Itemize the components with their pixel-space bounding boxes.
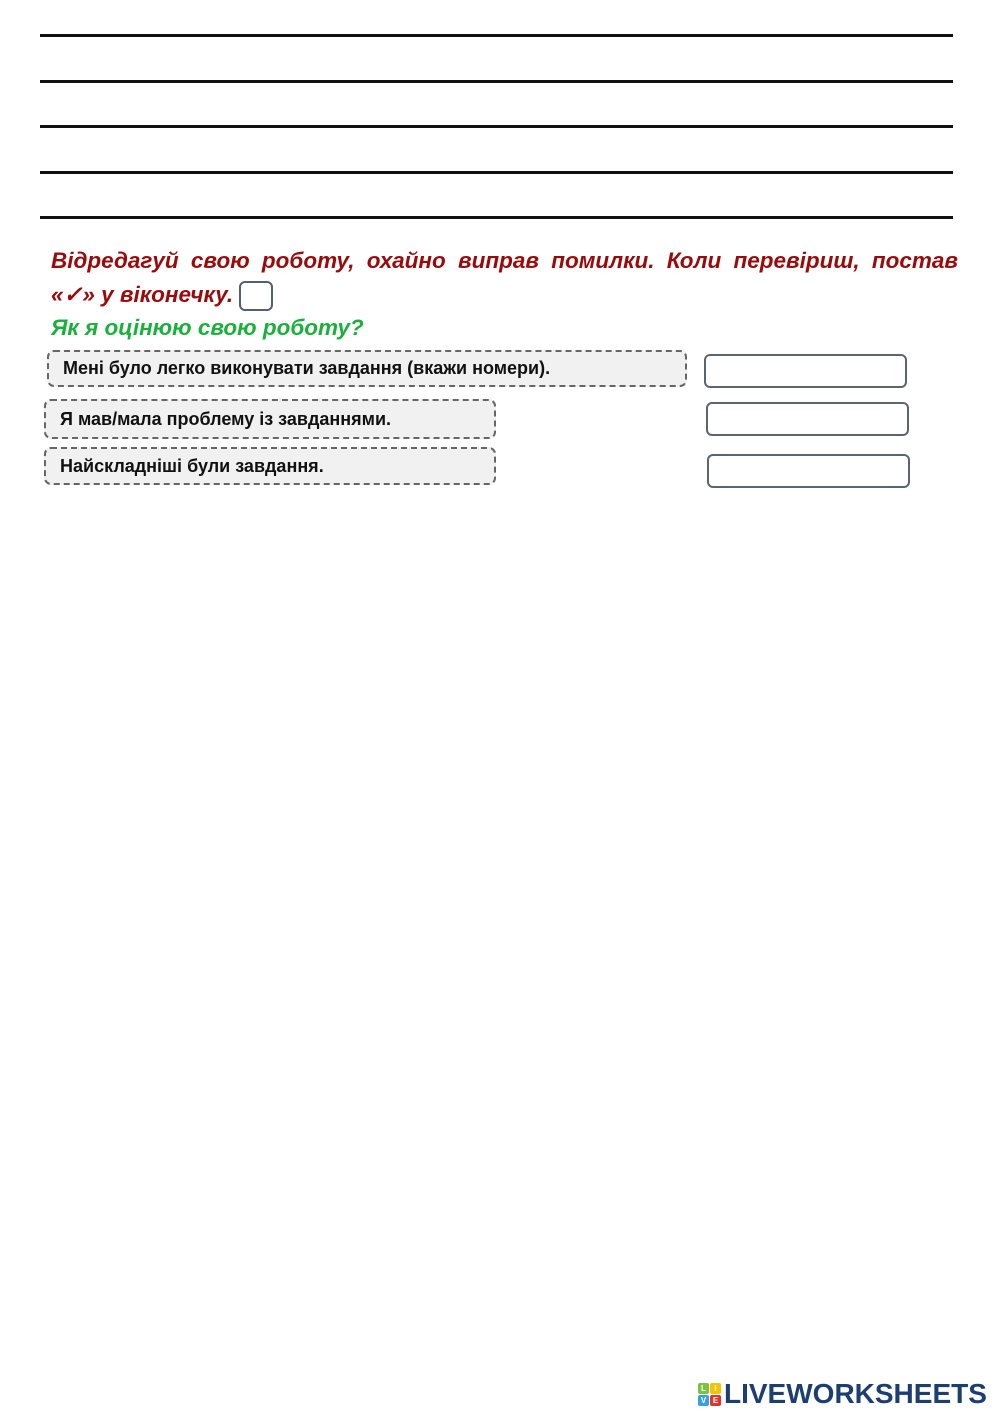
instruction-text: Відредагуй свою роботу, охайно виправ помилки. Коли перевіриш, постав «✓» у віконечку. — [51, 248, 958, 307]
writing-line-1 — [40, 34, 953, 37]
liveworksheets-logo — [698, 1378, 987, 1410]
logo-tile: E — [710, 1395, 721, 1406]
answer-hardest-input[interactable] — [707, 454, 910, 488]
self-assessment-question: Як я оцінюю свою роботу? — [51, 315, 364, 340]
statement-label: Найскладніші були завдання. — [60, 455, 324, 476]
statement-easy — [47, 350, 687, 387]
statement-problem — [44, 399, 496, 439]
writing-line-5 — [40, 216, 953, 219]
answer-problem-input[interactable] — [706, 402, 909, 436]
writing-line-4 — [40, 171, 953, 174]
answer-easy-input[interactable] — [704, 354, 907, 388]
writing-line-2 — [40, 80, 953, 83]
instruction — [51, 244, 958, 312]
logo-tile: I — [710, 1383, 721, 1394]
writing-line-3 — [40, 125, 953, 128]
statement-label: Я мав/мала проблему із завданнями. — [60, 408, 392, 429]
logo-tile: L — [698, 1383, 709, 1394]
logo-tile: V — [698, 1395, 709, 1406]
logo-text: LIVEWORKSHEETS — [724, 1378, 987, 1409]
statement-hardest — [44, 447, 496, 485]
check-box[interactable] — [239, 281, 273, 311]
statement-label: Мені було легко виконувати завдання (вкажи номери). — [63, 358, 551, 378]
logo-tiles-icon — [698, 1383, 721, 1406]
